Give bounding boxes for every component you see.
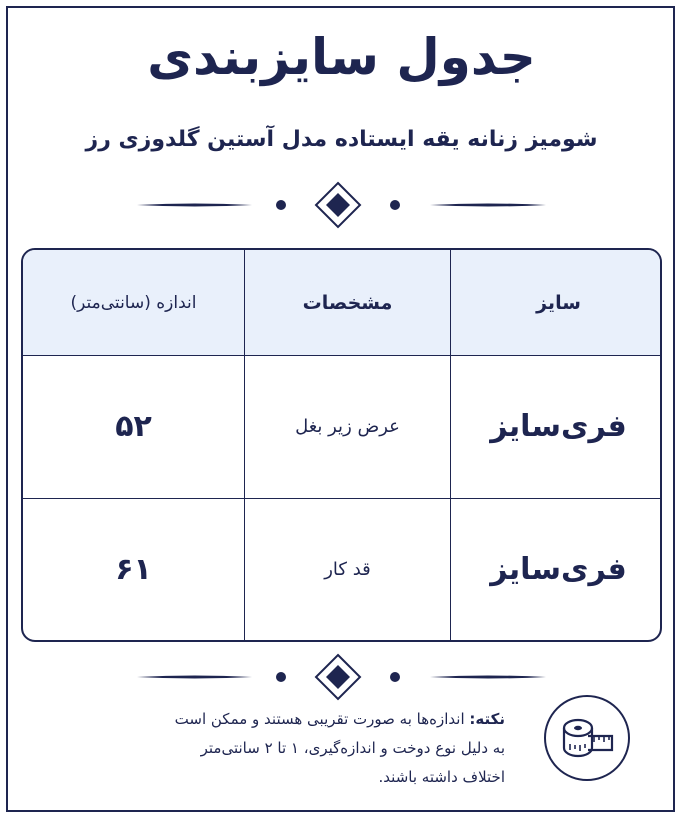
- row-value-cell: ۵۲: [23, 356, 245, 498]
- note-label: نکته:: [469, 710, 505, 728]
- row-spec-cell: عرض زیر بغل: [245, 356, 451, 498]
- row-size-cell: فری‌سایز: [451, 356, 663, 498]
- table-header-row: [23, 250, 662, 356]
- row-spec-cell: قد کار: [245, 498, 451, 640]
- header-spec: مشخصات: [245, 250, 451, 356]
- table-row: [23, 356, 662, 498]
- diamond-divider-icon: [0, 180, 683, 230]
- header-size: سایز: [451, 250, 663, 356]
- row-size-cell: فری‌سایز: [451, 498, 663, 640]
- row-value-cell: ۶۱: [23, 498, 245, 640]
- measuring-tape-icon: [544, 695, 630, 781]
- note-text: [165, 705, 505, 792]
- size-table: [21, 248, 662, 642]
- note-body: اندازه‌ها به صورت تقریبی هستند و ممکن است به دلیل نوع دوخت و اندازه‌گیری، ۱ تا ۲ سانتی‌متر اختلاف داشته باشند.: [174, 710, 505, 786]
- page-title: جدول سایزبندی: [147, 28, 536, 86]
- page-subtitle: شومیز زنانه یقه ایستاده مدل آستین گلدوزی رز: [85, 127, 598, 152]
- table-row: [23, 498, 662, 640]
- header-measure: اندازه (سانتی‌متر): [23, 250, 245, 356]
